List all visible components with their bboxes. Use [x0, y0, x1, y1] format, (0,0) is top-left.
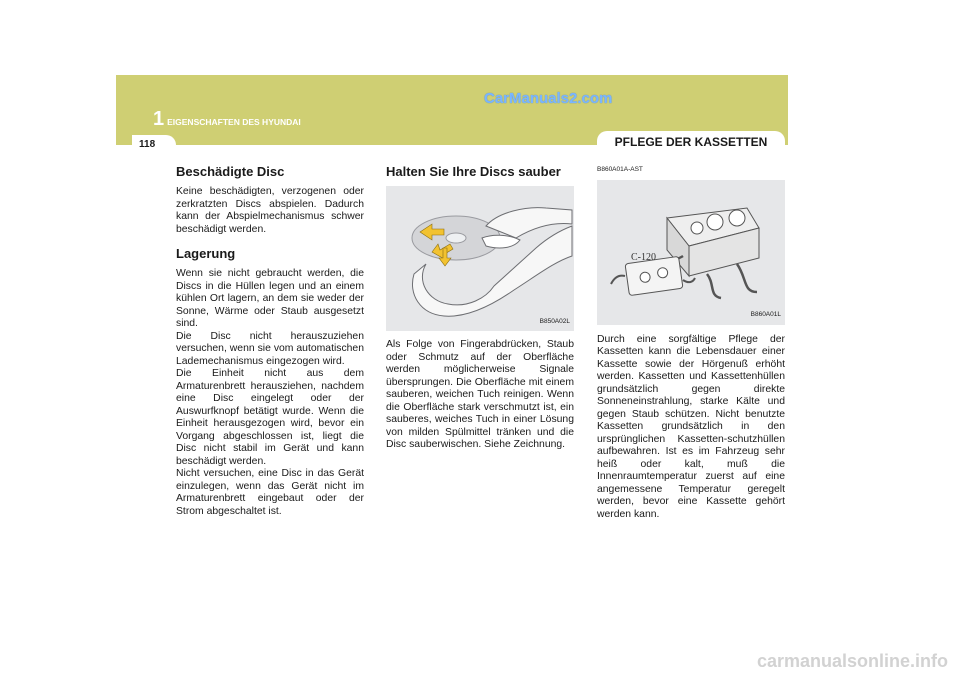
page-number: 118 [139, 139, 156, 150]
figure-code: B860A01L [750, 311, 781, 318]
column-cassette-care [597, 164, 785, 521]
section-title: PFLEGE DER KASSETTEN [597, 131, 785, 153]
paragraph-storage [176, 268, 364, 518]
heading-clean-discs: Halten Sie Ihre Discs sauber [386, 164, 561, 179]
paragraph-clean-discs: Als Folge von Fingerabdrücken, Staub oder Schmutz auf der Oberfläche werden möglicherweise Signale übersprungen. Die Oberfläche mit einem sauberen, weichen Tuch reinigen. Wenn die Oberfläche stark verschmutzt ist, ein sauberes, weiches Tuch in einer Lösung von milden Spülmittel tränken und die Disc sauberwischen. Siehe Zeichnung. [386, 339, 574, 450]
cassette-label: C-120 [631, 251, 656, 263]
chapter-title: EIGENSCHAFTEN DES HYUNDAI [167, 117, 301, 127]
chapter-number: 1 [153, 108, 165, 130]
chapter-header [153, 108, 301, 131]
figure-cassette-care [597, 180, 785, 325]
figure-disc-cleaning [386, 186, 574, 331]
column-damaged-disc [176, 164, 364, 518]
storage-line: Die Einheit nicht aus dem Armaturenbrett herausziehen, nachdem eine Disc eingelegt oder der Auswurfknopf betätigt wurde. Wenn die Einheit herausgezogen wird, bevor ein Vorgang abgeschlossen ist, liegt die Disc nicht stabil im Gerät und kann beschädigt werden. [176, 368, 364, 467]
heading-storage: Lagerung [176, 246, 236, 261]
paragraph-cassette-care: Durch eine sorgfältige Pflege der Kassetten kann die Lebensdauer einer Kassette sowie der Hörgenuß erhöht werden. Kassetten und Kassettenhüllen grundsätzlich gegen direkte Sonneneinstrahlung, starke Kälte und gegen Staub schützen. Nicht benutzte Kassetten grundsätzlich in den ursprünglichen Kassetten-schutzhüllen aufbewahren. Ist es im Fahrzeug sehr heiß oder kalt, muß die Innenraumtemperatur zuerst auf eine angemessene Temperatur geregelt werden, bevor eine Kassette gehört werden kann. [597, 333, 785, 520]
footer-watermark: carmanualsonline.info [756, 651, 948, 671]
paragraph-damaged-disc: Keine beschädigten, verzogenen oder zerkratzten Discs abspielen. Dadurch kann der Abspielmechanismus schwer beschädigt werden. [176, 186, 364, 235]
heading-damaged-disc: Beschädigte Disc [176, 164, 285, 179]
storage-line: Nicht versuchen, eine Disc in das Gerät einzulegen, wenn das Gerät nicht im Armaturenbrett eingebaut oder der Strom abgeschaltet ist. [176, 468, 364, 517]
disc-cleaning-illustration [386, 186, 574, 331]
watermark-link[interactable]: CarManuals2.com [484, 90, 613, 107]
column-clean-discs [386, 164, 574, 452]
figure-code: B850A02L [539, 317, 570, 325]
cassette-illustration [597, 180, 785, 325]
storage-line: Wenn sie nicht gebraucht werden, die Discs in die Hüllen legen und an einem kühlen Ort lagern, an dem sie weder der Sonne, Wärme oder Staub ausgesetzt sind. [176, 268, 364, 329]
reference-code: B860A01A-AST [597, 166, 643, 173]
storage-line: Die Disc nicht herauszuziehen versuchen, wenn sie vom automatischen Lademechanismus eingezogen wird. [176, 330, 364, 367]
